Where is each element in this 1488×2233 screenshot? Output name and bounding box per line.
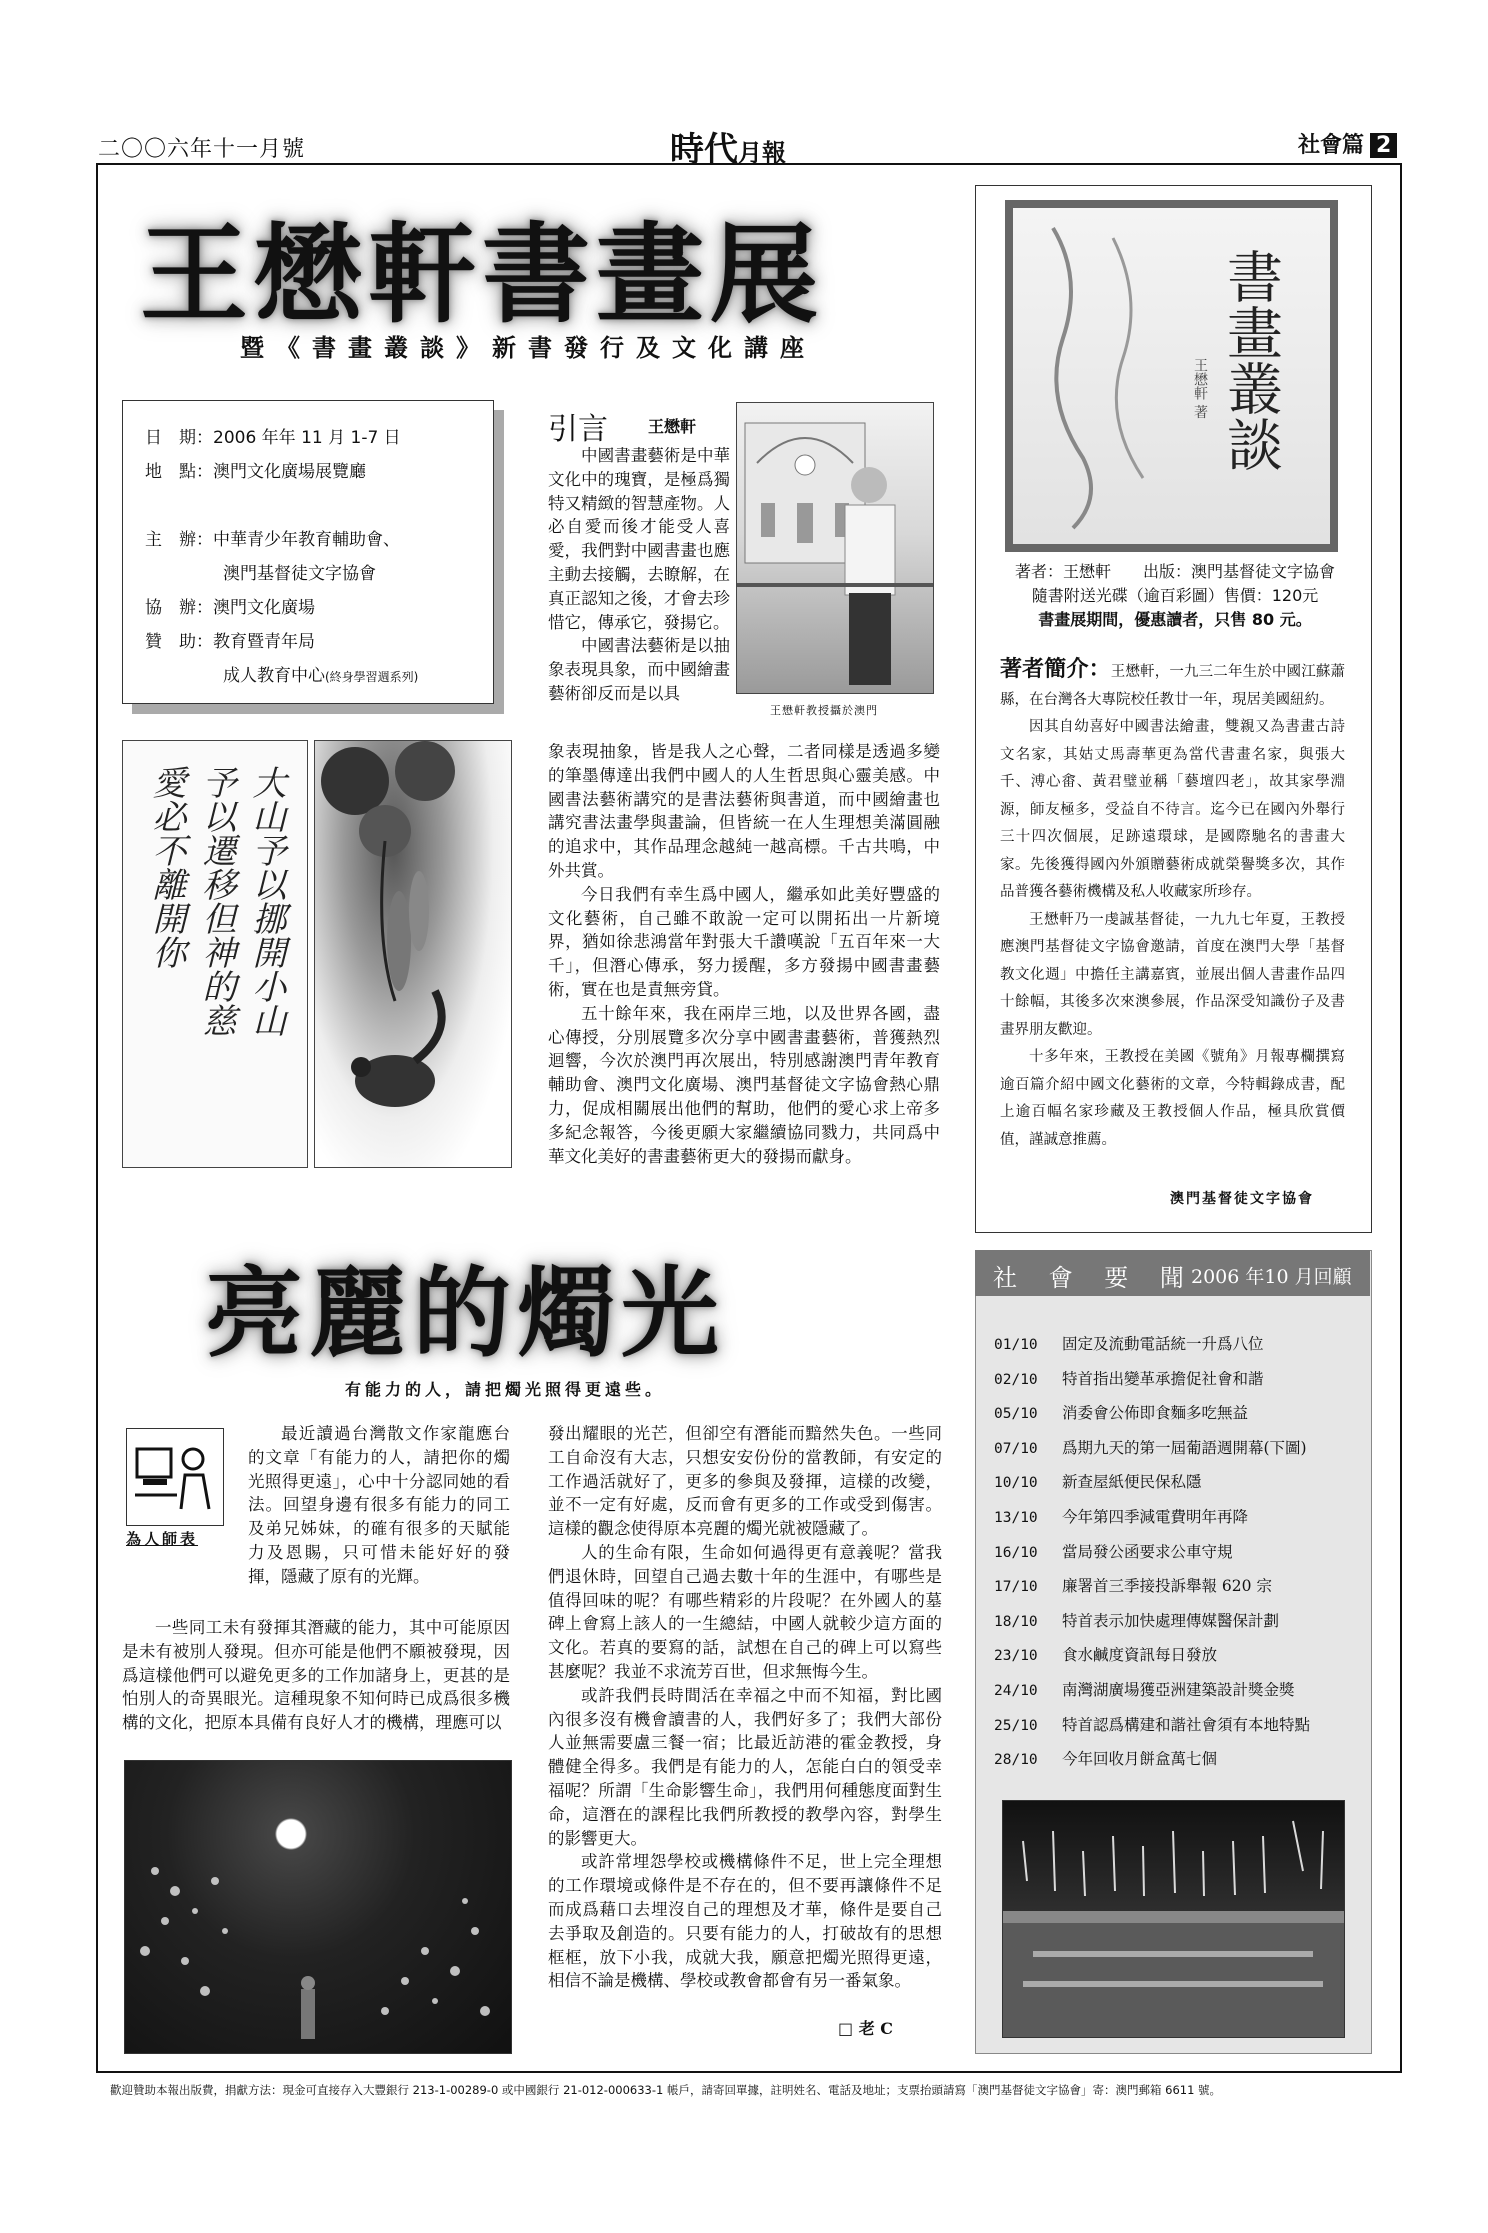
book-meta-discount: 書畫展期間，優惠讀者，只售 80 元。 <box>1038 610 1312 629</box>
issue-date: 二〇〇六年十一月號 <box>98 137 306 162</box>
photo-caption: 王懋軒教授攝於澳門 <box>770 704 878 717</box>
church-and-man-photo <box>737 403 933 693</box>
news-header <box>975 1250 1370 1296</box>
section-label <box>1298 128 1397 159</box>
book-meta <box>1000 560 1350 632</box>
candlelight-text-right: 發出耀眼的光芒，但卻空有潛能而黯然失色。一些同工自命沒有大志，只想安安份份的當教師，有安定的工作過活就好了，更多的參與及發揮，這樣的改變，並不一定有好處，反而會有更多的工作或受到傷害。這樣的觀念使得原本亮麗的燭光就被隱藏了。 人的生命有限，生命如何過得更有意義呢？當我們退休時，回望自己過去數十年的生涯中，有哪些是值得回味的呢？有哪些精彩的片段呢？在外國人的墓碑上會寫上該人的一生總結，中國人就較少這方面的文化。若真的要寫的話，試想在自己的碑上可以寫些甚麼呢？我並不求流芳百世，但求無悔今生。 或許我們長時間活在幸福之中而不知福，對比國內很多沒有機會讀書的人，我們好多了；我們大部份人並無需要盧三餐一宿；比最近訪港的霍金教授，身體健全得多。我們是有能力的人，怎能白白的領受幸福呢？所謂「生命影響生命」，我們用何種態度面對生命，這潛在的課程比我們所教授的教學內容，對學生的影響更大。 或許常埋怨學校或機構條件不足，世上完全理想的工作環境或條件是不存在的，但不要再讓條件不足而成爲藉口去埋沒自己的理想及才華，條件是要自己去爭取及創造的。只要有能力的人，打破故有的思想框框，放下小我，成就大我，願意把燭光照得更遠，相信不論是機構、學校或教會都會有另一番氣象。 <box>548 1424 942 1991</box>
masthead-big: 時代 <box>670 130 738 170</box>
book-cover <box>1005 200 1338 552</box>
intro-heading: 引言 <box>548 412 608 447</box>
intro-author: 王懋軒 <box>648 417 697 436</box>
book-meta-author-publisher: 著者：王懋軒 出版：澳門基督徒文字協會 <box>1014 562 1335 581</box>
candlelight-title: 亮麗的燭光 <box>205 1257 726 1371</box>
news-item: 16/10 當局發公函要求公車守規 <box>994 1542 1233 1561</box>
news-item: 13/10 今年第四季減電費明年再降 <box>994 1507 1249 1526</box>
news-heading: 社 會 要 聞 <box>993 1264 1196 1292</box>
news-item: 28/10 今年回收月餅盒萬七個 <box>994 1750 1218 1769</box>
article-signature: □ 老 C <box>838 2019 893 2038</box>
author-photo <box>736 402 934 694</box>
rooster-gourd-illustration <box>315 741 511 1167</box>
book-cover-title: 書畫叢談 <box>1218 248 1283 472</box>
exhibition-subtitle: 暨《書畫叢談》新書發行及文化講座 <box>240 334 816 362</box>
calligraphy-column-2: 予以遷移但神的慈 <box>196 765 236 1037</box>
column-label: 為人師表 <box>126 1530 199 1548</box>
candlelight-text-wide: 一些同工未有發揮其潛藏的能力，其中可能原因是未有被別人發現。但亦可能是他們不願被發現，因爲這樣他們可以避免更多的工作加諸身上，更甚的是怕別人的奇異眼光。這種現象不知何時已成爲很多機構的文化，把原本具備有良好人才的機構，理應可以 <box>122 1618 510 1733</box>
ink-painting-rooster <box>314 740 512 1168</box>
page-number: 2 <box>1370 133 1397 158</box>
night-blossom-image <box>124 1760 512 2054</box>
author-bio: 著者簡介：王懋軒，一九三二年生於中國江蘇蕭縣，在台灣各大專院校任教廿一年，現居美國紐約。 因其自幼喜好中國書法繪畫，雙親又為書畫古詩文名家，其姑丈馬壽華更為當代書畫名家，與張大千、溥心畬、黃君璧並稱「藝壇四老」，故其家學淵源，師友極多，受益自不待言。迄今已在國內外舉行三十四次個展，足跡遠環球，是國際馳名的書畫大家。先後獲得國內外頒贈藝術成就榮譽獎多次，其作品普獲各藝術機構及私人收藏家所珍存。 王懋軒乃一虔誠基督徒，一九九七年夏，王教授應澳門基督徒文字協會邀請，首度在澳門大學「基督教文化週」中擔任主講嘉賓，並展出個人書畫作品四十餘幅，其後多次來澳參展，作品深受知識份子及書畫界朋友歡迎。 十多年來，王教授在美國《號角》月報專欄撰寫逾百篇介紹中國文化藝術的文章，今特輯錄成書，配上逾百幅名家珍藏及王教授個人作品，極具欣賞價值，謹誠意推薦。 <box>1000 657 1345 1148</box>
candlelight-text-narrow: 最近讀過台灣散文作家龍應台的文章「有能力的人，請把你的燭光照得更遠」，心中十分認同她的看法。回望身邊有很多有能力的同工及弟兄姊妹，的確有很多的天賦能力及恩賜，只可惜未能好好的發揮，隱藏了原有的光輝。 <box>248 1424 510 1586</box>
bio-heading: 著者簡介： <box>1000 657 1111 682</box>
info-host-2: 澳門基督徒文字協會 <box>223 564 376 584</box>
book-cover-author: 王懋軒 著 <box>1192 358 1208 419</box>
info-host: 主 辦：中華青少年教育輔助會、 <box>145 530 400 550</box>
info-sponsor-2: 成人教育中心(終身學習週系列) <box>223 666 419 686</box>
bio-signature: 澳門基督徒文字協會 <box>1170 1191 1314 1207</box>
cursive-ink-strokes <box>1023 218 1183 538</box>
event-info-box <box>122 400 494 704</box>
exhibition-title: 王懋軒書畫展 <box>140 213 825 338</box>
candlelight-subtitle: 有能力的人，請把燭光照得更遠些。 <box>345 1380 666 1399</box>
news-item: 07/10 爲期九天的第一屆葡語週開幕(下圖) <box>994 1438 1307 1457</box>
news-item: 24/10 南灣湖廣場獲亞洲建築設計獎金獎 <box>994 1680 1295 1699</box>
teacher-icon <box>126 1428 224 1526</box>
news-item: 01/10 固定及流動電話統一升爲八位 <box>994 1335 1264 1353</box>
calligraphy-column-3: 愛必不離開你 <box>146 765 186 969</box>
donation-footer: 歡迎贊助本報出版費，捐獻方法：現金可直接存入大豐銀行 213-1-00289-0 或中國銀行 21-012-000633-1 帳戶，請寄回單據，註明姓名、電話及地址；支票抬頭請寫「澳門基督徒文字協會」寄：澳門郵箱 6611 號。 <box>110 2083 1222 2097</box>
intro-text-wide: 象表現抽象，皆是我人之心聲，二者同樣是透過多變的筆墨傳達出我們中國人的人生哲思與心靈美感。中國書法藝術講究的是書法藝術與書道，而中國繪畫也講究書法畫學與畫論，但皆統一在人生理想美滿圓融的追求中，其作品理念越純一越高標。千古共鳴，中外共賞。 今日我們有幸生爲中國人，繼承如此美好豐盛的文化藝術，自己雖不敢說一定可以開拓出一片新境界，猶如徐悲鴻當年對張大千讚嘆說「五百年來一大千」，但潛心傳承，努力援醒，多方發揚中國書畫藝術，實在也是責無旁貸。 五十餘年來，我在兩岸三地，以及世界各國，盡心傳授，分別展覽多次分享中國書畫藝術，普獲熱烈迴響，今次於澳門再次展出，特別感謝澳門青年教育輔助會、澳門文化廣場、澳門基督徒文字協會熱心鼎力，促成相關展出他們的幫助，他們的愛心求上帝多多紀念報答，今後更願大家繼續協同戮力，共同爲中華文化美好的書畫藝術更大的發揚而獻身。 <box>548 742 940 1166</box>
news-item: 25/10 特首認爲構建和諧社會須有本地特點 <box>994 1715 1311 1734</box>
calligraphy-artwork <box>122 740 308 1168</box>
news-subheading: 2006 年10 月回顧 <box>1191 1266 1352 1288</box>
intro-text-narrow: 中國書畫藝術是中華文化中的瑰寶，是極爲獨特又精緻的智慧產物。人必自愛而後才能受人喜愛，我們對中國書畫也應主動去接觸，去瞭解，在真正認知之後，才會去珍惜它，傳承它，發揚它。 中國書法藝術是以抽象表現具象，而中國繪畫藝術卻反而是以具 <box>548 446 730 703</box>
info-venue: 地 點：澳門文化廣場展覽廳 <box>145 462 366 482</box>
section-name: 社會篇 <box>1298 133 1365 158</box>
info-date: 日 期：2006 年年 11 月 1-7 日 <box>145 428 401 448</box>
calligraphy-column-1: 大山予以挪開小山 <box>246 765 286 1037</box>
news-item: 02/10 特首指出變革承擔促社會和諧 <box>994 1369 1264 1388</box>
fireworks-stadium-photo <box>1002 1800 1345 2038</box>
masthead-small: 月報 <box>738 139 786 167</box>
info-sponsor: 贊 助：教育暨青年局 <box>145 632 315 652</box>
news-list <box>994 1332 1364 1782</box>
book-meta-price: 隨書附送光碟（逾百彩圖）售價：120元 <box>1031 586 1319 605</box>
news-item: 05/10 消委會公佈即食麵多吃無益 <box>994 1404 1249 1423</box>
news-item: 23/10 食水鹹度資訊每日發放 <box>994 1646 1218 1665</box>
news-item: 18/10 特首表示加快處理傳媒醫保計劃 <box>994 1611 1280 1630</box>
news-item: 17/10 廉署首三季接投訴舉報 620 宗 <box>994 1577 1272 1596</box>
news-item: 10/10 新查屋紙便民保私隱 <box>994 1473 1202 1492</box>
info-co: 協 辦：澳門文化廣場 <box>145 598 315 618</box>
